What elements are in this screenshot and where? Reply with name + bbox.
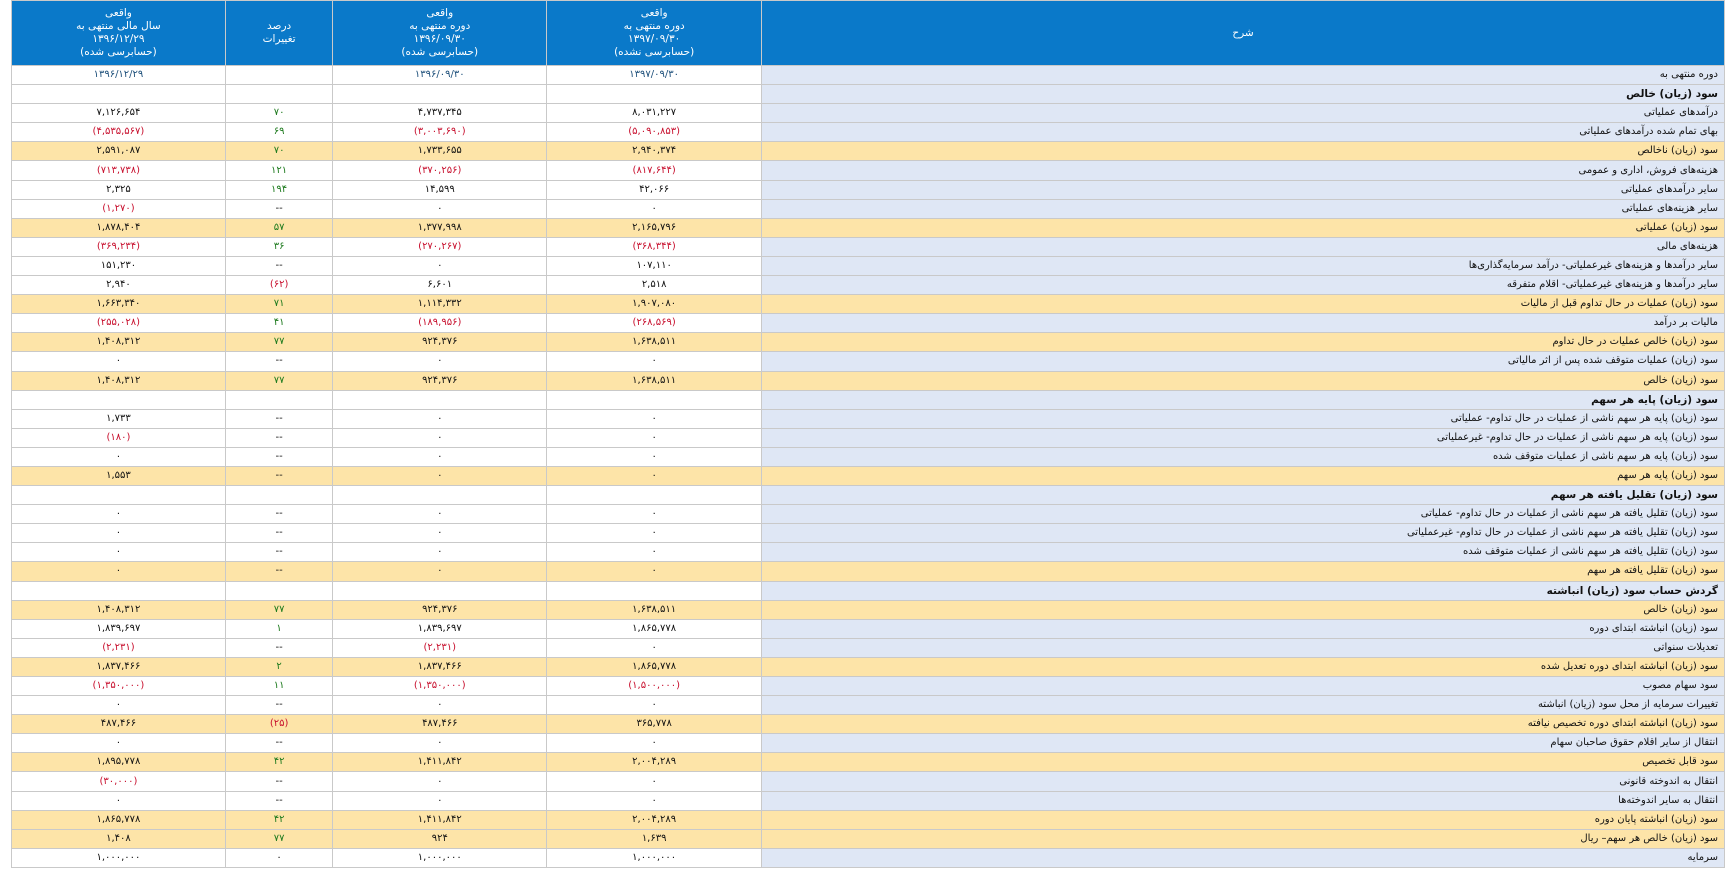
- row-description: سود (زیان) خالص: [762, 600, 1725, 619]
- cell-current-period: (۱,۵۰۰,۰۰۰): [547, 677, 762, 696]
- cell-change-percent: ۷۱: [225, 295, 332, 314]
- row-description: سود (زیان) خالص هر سهم– ریال: [762, 829, 1725, 848]
- cell-fiscal-year: ۱,۸۳۹,۶۹۷: [12, 619, 226, 638]
- col-header-prior-period: واقعی دوره منتهی به ۱۳۹۶/۰۹/۳۰ (حسابرسی شده): [333, 1, 547, 66]
- cell-fiscal-year: (۱,۲۷۰): [12, 199, 226, 218]
- cell-prior-period: [333, 581, 547, 600]
- table-row: [12, 848, 1725, 867]
- cell-change-percent: ۵۷: [225, 218, 332, 237]
- table-row: [12, 295, 1725, 314]
- col-header-change-percent: درصد تغییرات: [225, 1, 332, 66]
- cell-change-percent: [225, 85, 332, 104]
- row-description: سود (زیان) تقلیل یافته هر سهم ناشی از عملیات متوقف شده: [762, 543, 1725, 562]
- cell-fiscal-year: (۱,۳۵۰,۰۰۰): [12, 677, 226, 696]
- row-description: سود (زیان) انباشته ابتدای دوره تعدیل شده: [762, 657, 1725, 676]
- cell-current-period: (۵,۰۹۰,۸۵۳): [547, 123, 762, 142]
- row-description: سایر درآمدهای عملیاتی: [762, 180, 1725, 199]
- cell-change-percent: ۱۹۴: [225, 180, 332, 199]
- row-description: سود (زیان) پایه هر سهم ناشی از عملیات در حال تداوم- عملیاتی: [762, 409, 1725, 428]
- cell-change-percent: --: [225, 638, 332, 657]
- row-description: سود (زیان) عملیات در حال تداوم قبل از مالیات: [762, 295, 1725, 314]
- cell-prior-period: ۱,۴۱۱,۸۴۲: [333, 810, 547, 829]
- table-row: [12, 142, 1725, 161]
- table-row: [12, 199, 1725, 218]
- row-description: سود (زیان) تقلیل یافته هر سهم: [762, 562, 1725, 581]
- row-description: سود (زیان) پایه هر سهم ناشی از عملیات متوقف شده: [762, 447, 1725, 466]
- table-row: [12, 638, 1725, 657]
- cell-fiscal-year: ۰: [12, 696, 226, 715]
- cell-prior-period: [333, 85, 547, 104]
- cell-change-percent: --: [225, 447, 332, 466]
- cell-current-period: ۱,۶۳۸,۵۱۱: [547, 333, 762, 352]
- cell-prior-period: ۰: [333, 428, 547, 447]
- cell-change-percent: ۱۲۱: [225, 161, 332, 180]
- row-description: سود (زیان) انباشته ابتدای دوره: [762, 619, 1725, 638]
- cell-fiscal-year: ۱,۵۵۳: [12, 466, 226, 485]
- cell-change-percent: ۷۷: [225, 829, 332, 848]
- row-description: سرمایه: [762, 848, 1725, 867]
- table-row: [12, 715, 1725, 734]
- cell-prior-period: ۰: [333, 696, 547, 715]
- table-row: [12, 161, 1725, 180]
- row-description: سود (زیان) خالص: [762, 85, 1725, 104]
- cell-fiscal-year: [12, 85, 226, 104]
- cell-change-percent: (۲۵): [225, 715, 332, 734]
- cell-current-period: ۰: [547, 543, 762, 562]
- row-description: سود (زیان) پایه هر سهم: [762, 390, 1725, 409]
- cell-change-percent: ۴۲: [225, 810, 332, 829]
- cell-fiscal-year: ۰: [12, 505, 226, 524]
- table-row: [12, 581, 1725, 600]
- table-row: [12, 237, 1725, 256]
- row-description: تغییرات سرمایه از محل سود (زیان) انباشته: [762, 696, 1725, 715]
- cell-prior-period: ۱,۸۳۹,۶۹۷: [333, 619, 547, 638]
- table-row: [12, 505, 1725, 524]
- cell-current-period: ۱,۶۳۸,۵۱۱: [547, 371, 762, 390]
- cell-prior-period: ۰: [333, 562, 547, 581]
- row-description: سود (زیان) پایه هر سهم ناشی از عملیات در حال تداوم- غیرعملیاتی: [762, 428, 1725, 447]
- cell-prior-period: ۹۲۴,۳۷۶: [333, 600, 547, 619]
- table-row: [12, 123, 1725, 142]
- cell-change-percent: --: [225, 734, 332, 753]
- cell-fiscal-year: ۱۳۹۶/۱۲/۲۹: [12, 66, 226, 85]
- cell-fiscal-year: ۱,۴۰۸,۳۱۲: [12, 371, 226, 390]
- row-description: سود (زیان) تقلیل یافته هر سهم ناشی از عملیات در حال تداوم- غیرعملیاتی: [762, 524, 1725, 543]
- table-row: [12, 371, 1725, 390]
- cell-prior-period: ۱۴,۵۹۹: [333, 180, 547, 199]
- table-row: [12, 524, 1725, 543]
- table-row: [12, 66, 1725, 85]
- financial-statement: [11, 0, 1725, 868]
- cell-change-percent: --: [225, 791, 332, 810]
- cell-current-period: [547, 581, 762, 600]
- cell-fiscal-year: ۰: [12, 791, 226, 810]
- cell-current-period: ۰: [547, 409, 762, 428]
- cell-current-period: [547, 390, 762, 409]
- cell-fiscal-year: (۱۸۰): [12, 428, 226, 447]
- cell-current-period: ۰: [547, 505, 762, 524]
- cell-change-percent: [225, 390, 332, 409]
- cell-current-period: ۰: [547, 352, 762, 371]
- row-description: تعدیلات سنواتی: [762, 638, 1725, 657]
- table-row: [12, 791, 1725, 810]
- row-description: مالیات بر درآمد: [762, 314, 1725, 333]
- table-row: [12, 657, 1725, 676]
- cell-prior-period: ۱,۰۰۰,۰۰۰: [333, 848, 547, 867]
- table-header-row: [12, 1, 1725, 66]
- cell-prior-period: ۱,۷۳۳,۶۵۵: [333, 142, 547, 161]
- row-description: هزینه‌های مالی: [762, 237, 1725, 256]
- cell-fiscal-year: ۰: [12, 352, 226, 371]
- cell-change-percent: ۲: [225, 657, 332, 676]
- cell-current-period: ۲,۰۰۴,۲۸۹: [547, 753, 762, 772]
- row-description: انتقال به اندوخته قانونی: [762, 772, 1725, 791]
- cell-current-period: ۰: [547, 447, 762, 466]
- cell-change-percent: ۱۱: [225, 677, 332, 696]
- cell-current-period: ۰: [547, 466, 762, 485]
- cell-fiscal-year: ۱,۴۰۸: [12, 829, 226, 848]
- cell-change-percent: ۱: [225, 619, 332, 638]
- row-description: سایر هزینه‌های عملیاتی: [762, 199, 1725, 218]
- cell-current-period: [547, 85, 762, 104]
- cell-change-percent: ۶۹: [225, 123, 332, 142]
- cell-fiscal-year: ۱۵۱,۲۳۰: [12, 256, 226, 275]
- row-description: درآمدهای عملیاتی: [762, 104, 1725, 123]
- cell-prior-period: [333, 486, 547, 505]
- table-row: [12, 447, 1725, 466]
- table-row: [12, 562, 1725, 581]
- cell-fiscal-year: ۰: [12, 524, 226, 543]
- row-description: سود (زیان) انباشته ابتدای دوره تخصیص نیافته: [762, 715, 1725, 734]
- cell-change-percent: [225, 66, 332, 85]
- cell-current-period: (۸۱۷,۶۴۴): [547, 161, 762, 180]
- cell-current-period: ۱,۶۳۹: [547, 829, 762, 848]
- row-description: سایر درآمدها و هزینه‌های غیرعملیاتی- اقلام متفرقه: [762, 276, 1725, 295]
- cell-prior-period: ۰: [333, 352, 547, 371]
- cell-change-percent: [225, 486, 332, 505]
- col-header-current-period: واقعی دوره منتهی به ۱۳۹۷/۰۹/۳۰ (حسابرسی نشده): [547, 1, 762, 66]
- cell-current-period: ۳۶۵,۷۷۸: [547, 715, 762, 734]
- cell-fiscal-year: ۱,۸۶۵,۷۷۸: [12, 810, 226, 829]
- cell-current-period: ۲,۱۶۵,۷۹۶: [547, 218, 762, 237]
- cell-fiscal-year: ۷,۱۲۶,۶۵۴: [12, 104, 226, 123]
- col-header-fiscal-year: واقعی سال مالی منتهی به ۱۳۹۶/۱۲/۲۹ (حسابرسی شده): [12, 1, 226, 66]
- cell-current-period: ۰: [547, 524, 762, 543]
- row-description: سود (زیان) انباشته پایان دوره: [762, 810, 1725, 829]
- row-description: دوره منتهی به: [762, 66, 1725, 85]
- table-row: [12, 619, 1725, 638]
- row-description: بهای تمام شده درآمدهای عملیاتی: [762, 123, 1725, 142]
- cell-change-percent: --: [225, 543, 332, 562]
- cell-current-period: ۰: [547, 791, 762, 810]
- table-row: [12, 696, 1725, 715]
- cell-change-percent: [225, 581, 332, 600]
- cell-fiscal-year: (۳۶۹,۲۳۴): [12, 237, 226, 256]
- cell-change-percent: --: [225, 772, 332, 791]
- cell-prior-period: ۶,۶۰۱: [333, 276, 547, 295]
- cell-current-period: ۴۲,۰۶۶: [547, 180, 762, 199]
- cell-current-period: ۱۰۷,۱۱۰: [547, 256, 762, 275]
- cell-fiscal-year: ۱,۶۶۳,۳۴۰: [12, 295, 226, 314]
- cell-prior-period: [333, 390, 547, 409]
- table-row: [12, 428, 1725, 447]
- row-description: انتقال از سایر اقلام حقوق صاحبان سهام: [762, 734, 1725, 753]
- table-row: [12, 677, 1725, 696]
- cell-current-period: ۲,۵۱۸: [547, 276, 762, 295]
- cell-current-period: ۱,۸۶۵,۷۷۸: [547, 619, 762, 638]
- cell-fiscal-year: ۰: [12, 447, 226, 466]
- cell-fiscal-year: ۲,۹۴۰: [12, 276, 226, 295]
- cell-fiscal-year: ۴۸۷,۴۶۶: [12, 715, 226, 734]
- table-row: [12, 352, 1725, 371]
- table-row: [12, 104, 1725, 123]
- income-statement-table: [11, 0, 1725, 868]
- cell-current-period: ۰: [547, 428, 762, 447]
- cell-current-period: ۱,۸۶۵,۷۷۸: [547, 657, 762, 676]
- table-row: [12, 466, 1725, 485]
- row-description: سود (زیان) تقلیل یافته هر سهم ناشی از عملیات در حال تداوم- عملیاتی: [762, 505, 1725, 524]
- cell-fiscal-year: ۱,۸۷۸,۴۰۴: [12, 218, 226, 237]
- table-row: [12, 333, 1725, 352]
- cell-current-period: (۳۶۸,۳۴۴): [547, 237, 762, 256]
- cell-prior-period: ۱,۸۳۷,۴۶۶: [333, 657, 547, 676]
- table-row: [12, 810, 1725, 829]
- cell-fiscal-year: ۱,۸۳۷,۴۶۶: [12, 657, 226, 676]
- cell-current-period: (۲۶۸,۵۶۹): [547, 314, 762, 333]
- row-description: سود (زیان) عملیات متوقف شده پس از اثر مالیاتی: [762, 352, 1725, 371]
- table-row: [12, 486, 1725, 505]
- row-description: سود قابل تخصیص: [762, 753, 1725, 772]
- cell-change-percent: ۰: [225, 848, 332, 867]
- cell-fiscal-year: ۱,۷۳۳: [12, 409, 226, 428]
- table-row: [12, 218, 1725, 237]
- cell-change-percent: --: [225, 524, 332, 543]
- cell-change-percent: --: [225, 199, 332, 218]
- table-row: [12, 256, 1725, 275]
- table-row: [12, 772, 1725, 791]
- cell-prior-period: (۲۷۰,۲۶۷): [333, 237, 547, 256]
- table-row: [12, 85, 1725, 104]
- cell-prior-period: ۴,۷۳۷,۳۴۵: [333, 104, 547, 123]
- cell-fiscal-year: ۲,۵۹۱,۰۸۷: [12, 142, 226, 161]
- cell-fiscal-year: ۱,۸۹۵,۷۷۸: [12, 753, 226, 772]
- cell-current-period: ۸,۰۳۱,۲۲۷: [547, 104, 762, 123]
- table-row: [12, 753, 1725, 772]
- table-row: [12, 409, 1725, 428]
- cell-fiscal-year: (۲۵۵,۰۲۸): [12, 314, 226, 333]
- cell-change-percent: ۴۱: [225, 314, 332, 333]
- cell-current-period: ۱۳۹۷/۰۹/۳۰: [547, 66, 762, 85]
- table-row: [12, 314, 1725, 333]
- cell-prior-period: ۰: [333, 256, 547, 275]
- cell-fiscal-year: (۷۱۳,۷۳۸): [12, 161, 226, 180]
- cell-fiscal-year: [12, 486, 226, 505]
- cell-fiscal-year: ۰: [12, 734, 226, 753]
- cell-current-period: ۱,۰۰۰,۰۰۰: [547, 848, 762, 867]
- row-description: سود سهام مصوب: [762, 677, 1725, 696]
- cell-current-period: ۱,۹۰۷,۰۸۰: [547, 295, 762, 314]
- cell-prior-period: ۰: [333, 524, 547, 543]
- cell-prior-period: (۲,۲۳۱): [333, 638, 547, 657]
- row-description: انتقال به سایر اندوخته‌ها: [762, 791, 1725, 810]
- cell-fiscal-year: ۱,۴۰۸,۳۱۲: [12, 333, 226, 352]
- row-description: سود (زیان) ناخالص: [762, 142, 1725, 161]
- cell-change-percent: ۷۷: [225, 333, 332, 352]
- cell-change-percent: ۷۰: [225, 142, 332, 161]
- cell-prior-period: ۰: [333, 772, 547, 791]
- cell-prior-period: ۰: [333, 505, 547, 524]
- cell-change-percent: --: [225, 409, 332, 428]
- cell-fiscal-year: ۱,۰۰۰,۰۰۰: [12, 848, 226, 867]
- row-description: گردش حساب سود (زیان) انباشته: [762, 581, 1725, 600]
- cell-prior-period: ۱,۱۱۴,۳۳۲: [333, 295, 547, 314]
- cell-fiscal-year: [12, 581, 226, 600]
- row-description: سود (زیان) عملیاتی: [762, 218, 1725, 237]
- cell-prior-period: ۰: [333, 466, 547, 485]
- cell-prior-period: ۱,۳۷۷,۹۹۸: [333, 218, 547, 237]
- cell-fiscal-year: ۰: [12, 543, 226, 562]
- cell-change-percent: --: [225, 505, 332, 524]
- row-description: سود (زیان) تقلیل یافته هر سهم: [762, 486, 1725, 505]
- cell-prior-period: ۹۲۴: [333, 829, 547, 848]
- cell-current-period: ۰: [547, 562, 762, 581]
- cell-change-percent: ۷۷: [225, 600, 332, 619]
- cell-fiscal-year: (۴,۵۳۵,۵۶۷): [12, 123, 226, 142]
- cell-current-period: ۰: [547, 696, 762, 715]
- row-description: سود (زیان) پایه هر سهم: [762, 466, 1725, 485]
- cell-prior-period: ۹۲۴,۳۷۶: [333, 371, 547, 390]
- cell-change-percent: --: [225, 696, 332, 715]
- cell-fiscal-year: (۲,۲۳۱): [12, 638, 226, 657]
- table-row: [12, 180, 1725, 199]
- cell-fiscal-year: ۰: [12, 562, 226, 581]
- row-description: هزینه‌های فروش، اداری و عمومی: [762, 161, 1725, 180]
- cell-current-period: ۲,۹۴۰,۳۷۴: [547, 142, 762, 161]
- cell-fiscal-year: ۱,۴۰۸,۳۱۲: [12, 600, 226, 619]
- table-row: [12, 829, 1725, 848]
- row-description: سود (زیان) خالص عملیات در حال تداوم: [762, 333, 1725, 352]
- cell-prior-period: ۴۸۷,۴۶۶: [333, 715, 547, 734]
- cell-change-percent: ۷۷: [225, 371, 332, 390]
- cell-prior-period: ۰: [333, 734, 547, 753]
- cell-current-period: ۰: [547, 199, 762, 218]
- table-row: [12, 276, 1725, 295]
- cell-prior-period: ۰: [333, 199, 547, 218]
- cell-change-percent: ۳۶: [225, 237, 332, 256]
- row-description: سایر درآمدها و هزینه‌های غیرعملیاتی- درآمد سرمایه‌گذاری‌ها: [762, 256, 1725, 275]
- cell-fiscal-year: (۳۰,۰۰۰): [12, 772, 226, 791]
- cell-change-percent: --: [225, 428, 332, 447]
- table-row: [12, 600, 1725, 619]
- cell-current-period: [547, 486, 762, 505]
- cell-change-percent: --: [225, 466, 332, 485]
- cell-current-period: ۰: [547, 638, 762, 657]
- cell-change-percent: ۴۲: [225, 753, 332, 772]
- table-row: [12, 734, 1725, 753]
- cell-current-period: ۰: [547, 734, 762, 753]
- cell-change-percent: --: [225, 256, 332, 275]
- cell-current-period: ۲,۰۰۴,۲۸۹: [547, 810, 762, 829]
- cell-change-percent: --: [225, 562, 332, 581]
- cell-prior-period: ۰: [333, 543, 547, 562]
- cell-prior-period: ۱,۴۱۱,۸۴۲: [333, 753, 547, 772]
- row-description: سود (زیان) خالص: [762, 371, 1725, 390]
- cell-change-percent: (۶۲): [225, 276, 332, 295]
- cell-prior-period: ۹۲۴,۳۷۶: [333, 333, 547, 352]
- cell-prior-period: (۱,۳۵۰,۰۰۰): [333, 677, 547, 696]
- col-header-description: شرح: [762, 1, 1725, 66]
- cell-prior-period: ۱۳۹۶/۰۹/۳۰: [333, 66, 547, 85]
- cell-current-period: ۰: [547, 772, 762, 791]
- cell-prior-period: (۳۷۰,۲۵۶): [333, 161, 547, 180]
- cell-fiscal-year: [12, 390, 226, 409]
- cell-prior-period: ۰: [333, 447, 547, 466]
- cell-prior-period: (۱۸۹,۹۵۶): [333, 314, 547, 333]
- table-row: [12, 390, 1725, 409]
- cell-current-period: ۱,۶۳۸,۵۱۱: [547, 600, 762, 619]
- cell-prior-period: ۰: [333, 409, 547, 428]
- table-row: [12, 543, 1725, 562]
- cell-fiscal-year: ۲,۳۲۵: [12, 180, 226, 199]
- cell-prior-period: (۳,۰۰۳,۶۹۰): [333, 123, 547, 142]
- cell-prior-period: ۰: [333, 791, 547, 810]
- cell-change-percent: --: [225, 352, 332, 371]
- cell-change-percent: ۷۰: [225, 104, 332, 123]
